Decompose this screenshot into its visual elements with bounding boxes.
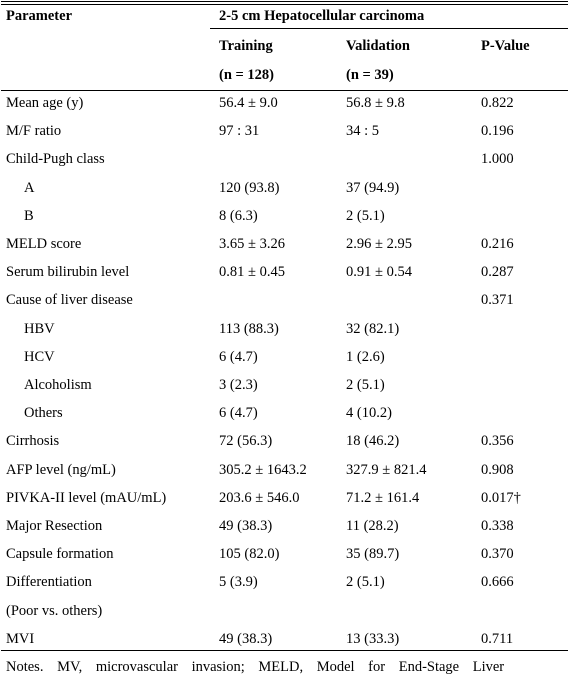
cell-parameter: Serum bilirubin level xyxy=(6,264,130,280)
cell-training: 6 (4.7) xyxy=(219,349,258,365)
cell-parameter: Mean age (y) xyxy=(6,95,84,111)
cell-validation: 2.96 ± 2.95 xyxy=(346,236,412,252)
header-pvalue: P-Value xyxy=(481,38,530,54)
cell-training: 97 : 31 xyxy=(219,123,260,139)
cell-validation: 2 (5.1) xyxy=(346,574,385,590)
cell-validation: 4 (10.2) xyxy=(346,405,392,421)
cell-parameter: Child-Pugh class xyxy=(6,151,105,167)
cell-training: 6 (4.7) xyxy=(219,405,258,421)
cell-training: 105 (82.0) xyxy=(219,546,280,562)
cell-validation: 2 (5.1) xyxy=(346,208,385,224)
cell-pvalue: 0.908 xyxy=(481,462,514,478)
cell-pvalue: 0.356 xyxy=(481,433,514,449)
cell-parameter: Alcoholism xyxy=(24,377,92,393)
cell-validation: 2 (5.1) xyxy=(346,377,385,393)
cell-validation: 13 (33.3) xyxy=(346,631,400,647)
header-group: 2-5 cm Hepatocellular carcinoma xyxy=(219,8,425,24)
header-validation-n: (n = 39) xyxy=(346,67,394,83)
cell-parameter: Cirrhosis xyxy=(6,433,60,449)
header-training: Training xyxy=(219,38,273,54)
cell-parameter: Major Resection xyxy=(6,518,103,534)
cell-training: 305.2 ± 1643.2 xyxy=(219,462,307,478)
table-notes: Notes. MV, microvascular invasion; MELD, Model for End-Stage Liver xyxy=(6,659,505,675)
cell-validation: 0.91 ± 0.54 xyxy=(346,264,412,280)
cell-training: 5 (3.9) xyxy=(219,574,258,590)
group-underline xyxy=(210,28,568,29)
cell-parameter: Capsule formation xyxy=(6,546,114,562)
cell-pvalue: 0.338 xyxy=(481,518,514,534)
cell-validation: 71.2 ± 161.4 xyxy=(346,490,420,506)
cell-training: 113 (88.3) xyxy=(219,321,279,337)
cell-training: 3.65 ± 3.26 xyxy=(219,236,285,252)
cell-pvalue: 0.216 xyxy=(481,236,514,252)
cell-training: 8 (6.3) xyxy=(219,208,258,224)
cell-parameter: B xyxy=(24,208,34,224)
cell-parameter: M/F ratio xyxy=(6,123,62,139)
cell-validation: 327.9 ± 821.4 xyxy=(346,462,427,478)
cell-validation: 18 (46.2) xyxy=(346,433,400,449)
cell-training: 203.6 ± 546.0 xyxy=(219,490,300,506)
cell-parameter: HCV xyxy=(24,349,55,365)
cell-validation: 34 : 5 xyxy=(346,123,380,139)
top-rule-double xyxy=(1,4,568,5)
cell-validation: 56.8 ± 9.8 xyxy=(346,95,405,111)
cell-parameter: Cause of liver disease xyxy=(6,292,133,308)
cell-pvalue: 0.196 xyxy=(481,123,514,139)
cell-pvalue: 0.822 xyxy=(481,95,514,111)
cell-pvalue: 1.000 xyxy=(481,151,514,167)
cell-parameter: MVI xyxy=(6,631,35,647)
cell-pvalue: 0.370 xyxy=(481,546,514,562)
cell-parameter: AFP level (ng/mL) xyxy=(6,462,116,478)
cell-validation: 35 (89.7) xyxy=(346,546,400,562)
cell-training: 49 (38.3) xyxy=(219,631,273,647)
cell-parameter: MELD score xyxy=(6,236,82,252)
cell-validation: 11 (28.2) xyxy=(346,518,399,534)
header-validation: Validation xyxy=(346,38,410,54)
cell-pvalue: 0.711 xyxy=(481,631,514,647)
cell-parameter: A xyxy=(24,180,35,196)
top-rule xyxy=(1,1,568,2)
cell-parameter: HBV xyxy=(24,321,55,337)
cell-training: 72 (56.3) xyxy=(219,433,273,449)
cell-training: 56.4 ± 9.0 xyxy=(219,95,278,111)
cell-parameter: Others xyxy=(24,405,63,421)
table-bottom-rule xyxy=(1,650,568,651)
cell-parameter: Differentiation xyxy=(6,574,92,590)
cell-validation: 32 (82.1) xyxy=(346,321,400,337)
header-training-n: (n = 128) xyxy=(219,67,274,83)
header-parameter: Parameter xyxy=(6,8,73,24)
cell-pvalue: 0.371 xyxy=(481,292,514,308)
cell-pvalue: 0.287 xyxy=(481,264,514,280)
header-bottom-rule xyxy=(1,90,568,91)
cell-training: 120 (93.8) xyxy=(219,180,280,196)
cell-training: 3 (2.3) xyxy=(219,377,258,393)
cell-training: 49 (38.3) xyxy=(219,518,273,534)
cell-validation: 1 (2.6) xyxy=(346,349,385,365)
cell-parameter: (Poor vs. others) xyxy=(6,603,103,619)
cell-validation: 37 (94.9) xyxy=(346,180,400,196)
cell-training: 0.81 ± 0.45 xyxy=(219,264,285,280)
cell-pvalue: 0.017† xyxy=(481,490,521,506)
cell-parameter: PIVKA-II level (mAU/mL) xyxy=(6,490,167,506)
cell-pvalue: 0.666 xyxy=(481,574,514,590)
